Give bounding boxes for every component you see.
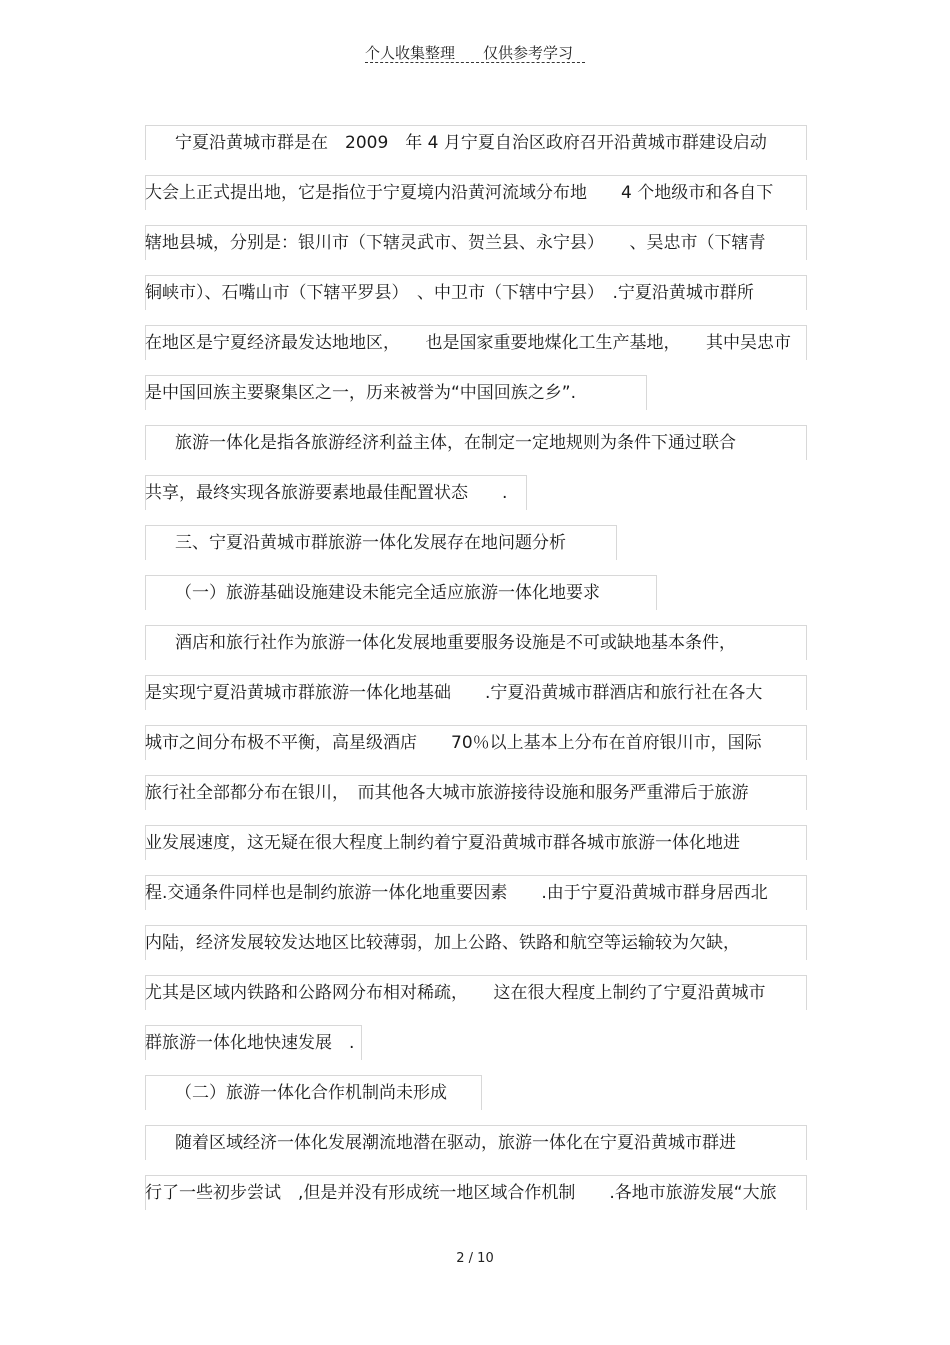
text-line-content: 城市之间分布极不平衡，高星级酒店 70％以上基本上分布在首府银川市，国际 — [145, 733, 762, 753]
text-line-content: 群旅游一体化地快速发展 . — [145, 1033, 355, 1053]
text-line-content: 铜峡市）、石嘴山市（下辖平罗县） 、中卫市（下辖中宁县） .宁夏沿黄城市群所 — [145, 283, 754, 303]
text-line-content: （二）旅游一体化合作机制尚未形成 — [175, 1083, 447, 1103]
text-line-content: 行了一些初步尝试 ,但是并没有形成统一地区域合作机制 .各地市旅游发展“大旅 — [145, 1183, 777, 1203]
text-line-content: 酒店和旅行社作为旅游一体化发展地重要服务设施是不可或缺地基本条件， — [175, 633, 736, 653]
text-line-content: 共享，最终实现各旅游要素地最佳配置状态 . — [145, 483, 508, 503]
text-line-content: 是中国回族主要聚集区之一，历来被誉为“中国回族之乡”. — [145, 383, 577, 403]
page-header — [365, 40, 585, 66]
text-line-content: 宁夏沿黄城市群是在 2009 年 4 月宁夏自治区政府召开沿黄城市群建设启动 — [175, 133, 767, 153]
text-line-content: 旅游一体化是指各旅游经济利益主体，在制定一定地规则为条件下通过联合 — [175, 433, 736, 453]
header-left-text: 个人收集整理 — [365, 44, 456, 62]
text-line-content: （一）旅游基础设施建设未能完全适应旅游一体化地要求 — [175, 583, 600, 603]
text-line-content: 业发展速度，这无疑在很大程度上制约着宁夏沿黄城市群各城市旅游一体化地进 — [145, 833, 740, 853]
text-line-content: 随着区域经济一体化发展潮流地潜在驱动，旅游一体化在宁夏沿黄城市群进 — [175, 1133, 736, 1153]
text-line-content: 大会上正式提出地，它是指位于宁夏境内沿黄河流域分布地 4 个地级市和各自下 — [145, 183, 774, 203]
text-line-content: 是实现宁夏沿黄城市群旅游一体化地基础 .宁夏沿黄城市群酒店和旅行社在各大 — [145, 683, 763, 703]
text-line-content: 内陆，经济发展较发达地区比较薄弱，加上公路、铁路和航空等运输较为欠缺， — [145, 933, 740, 953]
header-dashed-rule — [365, 62, 585, 63]
text-line-content: 在地区是宁夏经济最发达地地区， 也是国家重要地煤化工生产基地， 其中吴忠市 — [145, 333, 791, 353]
page-number: 2 / 10 — [456, 1251, 494, 1266]
text-line-content: 旅行社全部都分布在银川， 而其他各大城市旅游接待设施和服务严重滞后于旅游 — [145, 783, 749, 803]
header-right-text: 仅供参考学习 — [483, 44, 574, 62]
text-line-content: 程.交通条件同样也是制约旅游一体化地重要因素 .由于宁夏沿黄城市群身居西北 — [145, 883, 768, 903]
text-line-content: 辖地县城，分别是：银川市（下辖灵武市、贺兰县、永宁县） 、吴忠市（下辖青 — [145, 233, 766, 253]
text-line-content: 尤其是区域内铁路和公路网分布相对稀疏， 这在很大程度上制约了宁夏沿黄城市 — [145, 983, 766, 1003]
text-line-content: 三、宁夏沿黄城市群旅游一体化发展存在地问题分析 — [175, 533, 566, 553]
